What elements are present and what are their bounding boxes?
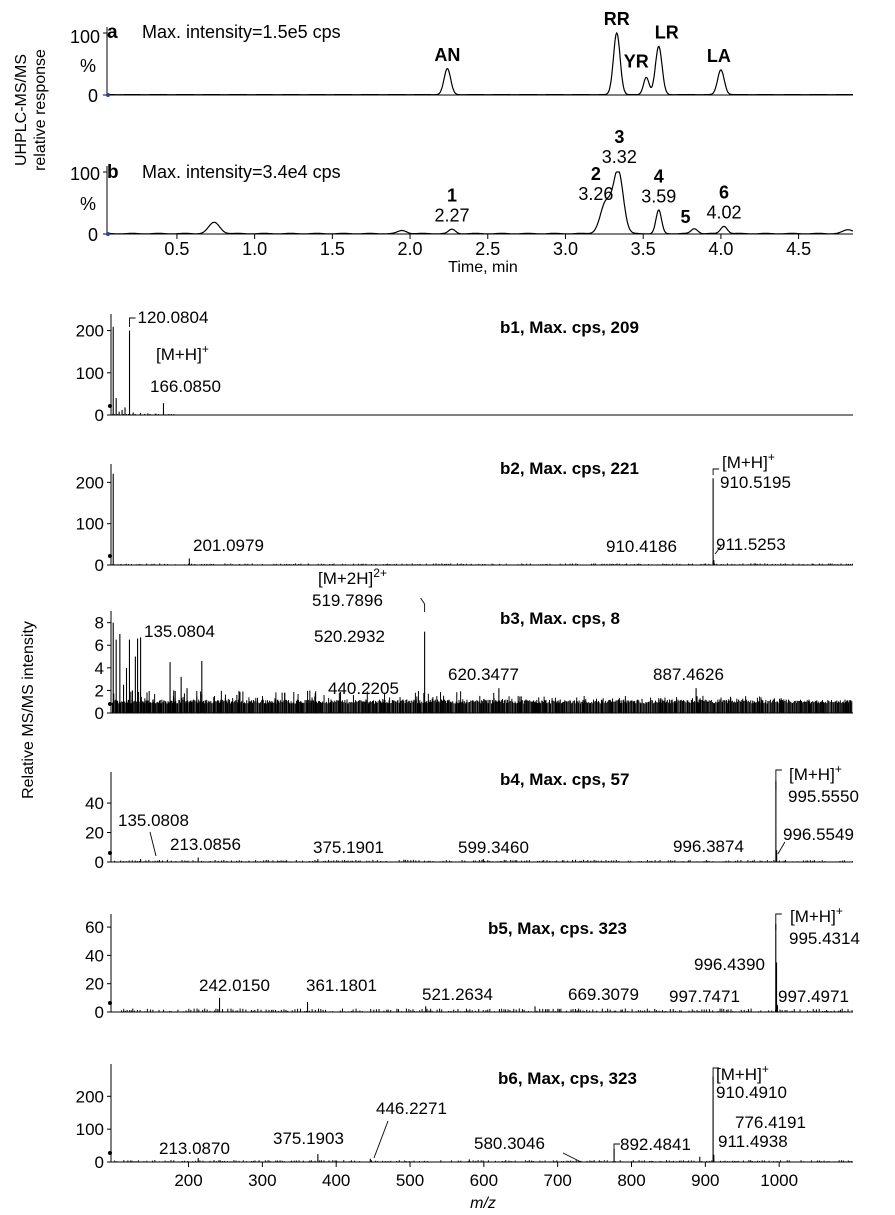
b6-xtick-label: 200	[174, 1171, 203, 1190]
b5-peak-label: 997.4971	[778, 987, 849, 1006]
peak-number-label: 1	[447, 185, 458, 206]
b1-leader	[130, 318, 136, 327]
spectrum-b5-ytick-label: 40	[85, 946, 104, 966]
b5-peak-label: 361.1801	[306, 976, 377, 995]
superscript: +	[201, 342, 209, 356]
spectrum-b2-ytick-label: 200	[75, 473, 104, 493]
spectrum-b6-ytick-label: 200	[75, 1087, 104, 1107]
b2-leader	[713, 469, 719, 475]
panel-b-xtick-label: 3.5	[630, 239, 656, 259]
b4-peak-label: 996.5549	[783, 825, 854, 844]
panel-b-xtick-label: 1.0	[242, 239, 268, 259]
spectrum-b1-ytick-label: 100	[75, 363, 104, 383]
panel-a-ytick-percent: %	[79, 56, 96, 76]
panel-a-ytick-0: 0	[87, 86, 98, 106]
b6-xtick-label: 700	[543, 1171, 572, 1190]
panel-b3-title: b3, Max. cps, 8	[500, 609, 620, 628]
spectrum-b5-ytick-label: 0	[94, 1003, 104, 1022]
b6-leader	[374, 1121, 388, 1158]
b4-leader	[776, 770, 782, 790]
b6-xtick-label: 300	[248, 1171, 277, 1190]
b2-annotation: [M+H]+	[722, 450, 775, 472]
panel-b-ytick-percent: %	[79, 194, 96, 214]
b5-annotation: [M+H]+	[790, 904, 843, 926]
peak-rt-label: 3.32	[601, 147, 637, 167]
peak-number-label: 2	[590, 164, 601, 184]
panel-b-xtick-label: 4.0	[708, 239, 734, 259]
spectrum-b2-ytick-label: 100	[75, 514, 104, 534]
spectrum-b5-origin-marker	[108, 1001, 112, 1005]
spectrum-b6-ytick-label: 0	[94, 1153, 104, 1172]
spectrum-b1-ytick-label: 200	[75, 321, 104, 341]
b6-annotation: [M+H]+	[716, 1062, 769, 1084]
spectrum-b3-ytick-label: 6	[94, 636, 104, 656]
panel-b6-xlabel: m/z	[470, 1195, 496, 1212]
chart-marks	[76, 308, 860, 1190]
peak-rt-label: 2.27	[434, 205, 470, 226]
b3-peak-label: 520.2932	[314, 627, 385, 646]
spectrum-b3-origin-marker	[108, 702, 112, 706]
b4-peak-label: 375.1901	[313, 838, 384, 857]
spectrum-b4-ytick-label: 20	[85, 823, 104, 843]
b1-annotation: [M+H]+	[156, 342, 209, 364]
b4-leader	[150, 832, 156, 856]
b6-peak-label: 446.2271	[376, 1099, 447, 1118]
peak-number-label: 6	[718, 182, 730, 203]
b5-peak-label: 669.3079	[568, 985, 639, 1004]
spectrum-b5-ytick-label: 60	[85, 918, 104, 938]
b6-xtick-label: 800	[617, 1171, 646, 1190]
panel-b1-title: b1, Max. cps, 209	[500, 318, 639, 337]
spectrum-b4-origin-marker	[108, 851, 112, 855]
panel-b-origin-marker	[106, 232, 110, 236]
panel-a-origin-marker	[106, 93, 110, 97]
spectrum-b3-ytick-label: 2	[94, 681, 104, 701]
panel-a-trace	[107, 33, 853, 95]
b1-peak-label: 166.0850	[150, 377, 221, 396]
b4-peak-label: 996.3874	[673, 837, 744, 856]
b4-peak-label: 599.3460	[458, 838, 529, 857]
panel-a-letter: a	[107, 22, 118, 43]
b5-peak-label: 997.7471	[669, 987, 740, 1006]
spectrum-b4-ytick-label: 0	[94, 853, 104, 872]
b3-annotation: $[M+2H]^{2+}$	[318, 566, 387, 588]
b2-peak-label: 911.5253	[716, 535, 786, 554]
panel-b2-title: b2, Max. cps, 221	[500, 459, 639, 478]
panel-b-title: Max. intensity=3.4e4 cps	[142, 162, 341, 182]
peak-label-AN: AN	[434, 44, 461, 65]
panel-b-xtick-label: 1.5	[319, 239, 345, 259]
b5-peak-label: 995.4314	[789, 929, 860, 948]
b4-leader	[778, 842, 785, 854]
peak-rt-label: 3.26	[578, 184, 614, 204]
panel-b-xlabel: Time, min	[448, 259, 518, 276]
superscript: +	[767, 450, 775, 464]
panel-b4-title: b4, Max. cps, 57	[500, 770, 630, 789]
panel-b-xtick-label: 4.5	[786, 239, 812, 259]
spectrum-b4-ytick-label: 40	[85, 794, 104, 814]
b5-peak-label: 521.2634	[422, 985, 493, 1004]
superscript: 2+	[373, 566, 387, 580]
b3-peak-label: 887.4626	[653, 665, 724, 684]
b6-xtick-label: 600	[469, 1171, 499, 1190]
chart-panel-b	[70, 127, 853, 276]
b5-peak-label: 996.4390	[694, 955, 765, 974]
peak-label-LA: LA	[706, 46, 731, 67]
spectrum-b2-origin-marker	[108, 554, 112, 558]
peak-rt-label: 4.02	[706, 202, 742, 223]
chart-panel-a	[70, 9, 853, 106]
b6-peak-label: 911.4938	[718, 1132, 788, 1151]
panel-b-xtick-label: 3.0	[552, 239, 578, 259]
b5-leader	[776, 914, 782, 930]
peak-number-label: 5	[680, 207, 691, 228]
peak-number-label: 3	[614, 127, 625, 147]
superscript: +	[835, 904, 843, 918]
spectrum-b3-ytick-label: 8	[94, 613, 104, 633]
b6-xtick-label: 1000	[760, 1171, 799, 1190]
b2-peak-label: 910.5195	[720, 473, 791, 492]
b4-peak-label: 995.5550	[788, 787, 859, 806]
b3-peak-label: 440.2205	[328, 679, 399, 698]
b3-peak-label: 519.7896	[312, 591, 383, 610]
b6-peak-label: 213.0870	[159, 1139, 230, 1158]
spectrum-b3-ytick-label: 4	[94, 658, 104, 678]
b3-leader	[421, 598, 425, 612]
b6-peak-label: 580.3046	[474, 1134, 545, 1153]
b6-leader	[563, 1153, 581, 1162]
panel-b-ytick-0: 0	[87, 225, 98, 245]
spectrum-b1-origin-marker	[108, 404, 112, 408]
panel-b6-title: b6, Max, cps, 323	[498, 1069, 637, 1088]
peak-label-RR: RR	[603, 9, 630, 29]
b6-peak-label: 892.4841	[620, 1135, 691, 1154]
chromatogram-y-title-line2: relative response	[32, 49, 49, 171]
b6-peak-label: 776.4191	[735, 1113, 806, 1132]
spectrum-panel-b1	[76, 314, 853, 425]
b1-peak-label: 120.0804	[137, 308, 209, 327]
superscript: +	[834, 762, 842, 776]
b3-peak-label: 135.0804	[144, 622, 215, 641]
b4-annotation: [M+H]+	[789, 762, 842, 784]
spectra-y-title: Relative MS/MS intensity	[20, 621, 37, 799]
superscript: +	[761, 1062, 769, 1076]
panel-b-xtick-label: 2.5	[475, 239, 501, 259]
spectrum-b2-ytick-label: 0	[94, 556, 104, 575]
peak-label-YR: YR	[623, 51, 649, 72]
spectrum-b1-ytick-label: 0	[94, 406, 104, 425]
b6-peak-label: 910.4910	[716, 1083, 787, 1102]
b4-peak-label: 135.0808	[118, 811, 189, 830]
panel-b5-title: b5, Max, cps. 323	[488, 919, 627, 938]
b4-peak-label: 213.0856	[170, 835, 241, 854]
b2-peak-label: 201.0979	[193, 536, 264, 555]
b5-peak-label: 242.0150	[199, 976, 270, 995]
spectrum-b3-ytick-label: 0	[94, 704, 104, 723]
panel-b-xtick-label: 2.0	[397, 239, 423, 259]
panel-b-xtick-label: 0.5	[164, 239, 190, 259]
panel-a-title: Max. intensity=1.5e5 cps	[142, 22, 341, 42]
spectrum-b6-origin-marker	[108, 1151, 112, 1155]
peak-label-LR: LR	[654, 22, 679, 43]
panel-a-ytick-100: 100	[69, 27, 100, 47]
b6-peak-label: 375.1903	[273, 1129, 344, 1148]
peak-number-label: 4	[653, 166, 664, 187]
chromatogram-y-title-line1: UHPLC-MS/MS	[13, 53, 30, 167]
panel-b-ytick-100: 100	[69, 164, 100, 184]
spectrum-b6-ytick-label: 100	[75, 1120, 104, 1140]
b2-peak-label: 910.4186	[606, 537, 677, 556]
b6-xtick-label: 500	[395, 1171, 425, 1190]
peak-rt-label: 3.59	[641, 186, 677, 207]
spectrum-panel-b4	[85, 772, 853, 872]
panel-b-letter: b	[107, 162, 119, 183]
b6-xtick-label: 900	[691, 1171, 720, 1190]
b3-peak-label: 620.3477	[448, 665, 519, 684]
b6-xtick-label: 400	[321, 1171, 351, 1190]
spectrum-b5-ytick-label: 20	[85, 974, 104, 994]
